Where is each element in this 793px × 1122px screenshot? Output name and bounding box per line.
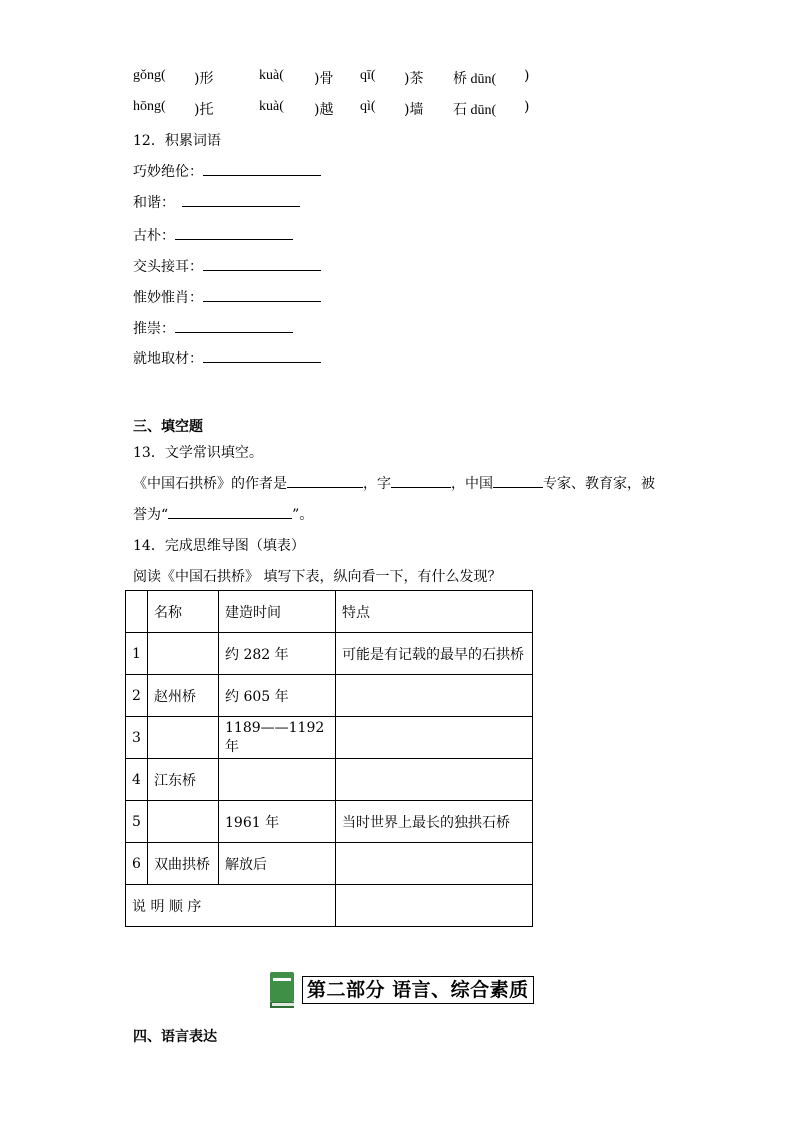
pinyin-cell: ) [524, 99, 530, 115]
q13-text: ，字 [363, 476, 391, 492]
answer-blank[interactable] [168, 504, 292, 519]
table-row [126, 885, 533, 927]
table-cell[interactable] [336, 717, 533, 759]
answer-blank[interactable] [203, 287, 321, 302]
vocab-label: 惟妙惟肖： [133, 290, 203, 306]
table-header-cell: 建造时间 [219, 591, 336, 633]
answer-blank[interactable] [493, 473, 543, 488]
table-cell[interactable] [336, 759, 533, 801]
vocab-item [133, 318, 293, 338]
pinyin-cell: kuà( [259, 68, 284, 83]
q13-text: 誉为“ [133, 507, 169, 523]
q13-text: 专家、教育家，被 [543, 476, 655, 492]
table-cell: 1 [126, 633, 148, 675]
vocab-item [133, 287, 321, 307]
answer-blank[interactable] [175, 225, 293, 240]
answer-blank[interactable] [287, 473, 363, 488]
table-cell[interactable] [148, 801, 219, 843]
pinyin-cell: )茶 [404, 71, 424, 87]
answer-blank[interactable] [203, 256, 321, 271]
table-cell: 1189——1192 年 [219, 717, 336, 759]
table-header-cell: 特点 [336, 591, 533, 633]
table-header-cell [126, 591, 148, 633]
pinyin-cell: )骨 [314, 71, 334, 87]
vocab-item [133, 192, 300, 212]
table-cell[interactable] [219, 759, 336, 801]
section-title: 四、语言表达 [133, 1029, 217, 1045]
q13-text: 《中国石拱桥》的作者是 [133, 476, 287, 492]
vocab-label: 推崇： [133, 321, 175, 337]
pinyin-cell: )托 [194, 102, 214, 118]
answer-blank[interactable] [175, 318, 293, 333]
table-cell[interactable] [148, 633, 219, 675]
q14-title: 14．完成思维导图（填表） [133, 538, 305, 554]
table-row [126, 675, 533, 717]
vocab-label: 古朴： [133, 228, 175, 244]
table-cell: 4 [126, 759, 148, 801]
book-icon [268, 972, 296, 1008]
q13-text: ”。 [292, 507, 314, 523]
part-two-banner [268, 972, 534, 1008]
vocab-label: 交头接耳： [133, 259, 203, 275]
table-cell: 约 605 年 [219, 675, 336, 717]
table-cell: 2 [126, 675, 148, 717]
vocab-item [133, 348, 321, 368]
pinyin-cell: qì( [360, 99, 376, 114]
vocab-label: 和谐： [133, 195, 175, 211]
vocab-label: 巧妙绝伦： [133, 164, 203, 180]
table-row [126, 717, 533, 759]
table-row [126, 843, 533, 885]
bridge-table [125, 590, 533, 927]
answer-blank[interactable] [391, 473, 451, 488]
answer-blank[interactable] [203, 348, 321, 363]
q13-text: ，中国 [451, 476, 493, 492]
table-cell[interactable] [148, 717, 219, 759]
answer-blank[interactable] [203, 161, 321, 176]
pinyin-cell: 桥 dūn( [453, 72, 497, 87]
table-cell: 5 [126, 801, 148, 843]
table-cell: 1961 年 [219, 801, 336, 843]
table-row [126, 759, 533, 801]
pinyin-cell: gǒng( [133, 68, 166, 83]
table-cell[interactable] [336, 843, 533, 885]
table-cell[interactable] [336, 885, 533, 927]
table-row [126, 801, 533, 843]
table-cell-sequence-label: 说 明 顺 序 [126, 885, 336, 927]
pinyin-cell: hōng( [133, 99, 166, 114]
table-cell: 双曲拱桥 [148, 843, 219, 885]
table-cell: 解放后 [219, 843, 336, 885]
q13-title: 13．文学常识填空。 [133, 445, 263, 461]
table-row [126, 633, 533, 675]
table-cell: 赵州桥 [148, 675, 219, 717]
table-cell: 6 [126, 843, 148, 885]
q13-line-1 [133, 473, 655, 493]
pinyin-cell: 石 dūn( [453, 103, 497, 118]
pinyin-cell: )形 [194, 71, 214, 87]
vocab-item [133, 225, 293, 245]
pinyin-cell: )墙 [404, 102, 424, 118]
pinyin-cell: )越 [314, 102, 334, 118]
banner-title: 第二部分 语言、综合素质 [302, 976, 534, 1004]
q13-line-2 [133, 504, 313, 524]
vocab-item [133, 256, 321, 276]
table-cell: 约 282 年 [219, 633, 336, 675]
pinyin-cell: ) [524, 68, 530, 84]
vocab-label: 就地取材： [133, 351, 203, 367]
vocab-item [133, 161, 321, 181]
table-header-row [126, 591, 533, 633]
table-cell: 当时世界上最长的独拱石桥 [336, 801, 533, 843]
table-cell: 3 [126, 717, 148, 759]
section-title: 三、填空题 [133, 419, 203, 435]
answer-blank[interactable] [182, 192, 300, 207]
pinyin-cell: qī( [360, 68, 376, 83]
table-cell: 江东桥 [148, 759, 219, 801]
table-header-cell: 名称 [148, 591, 219, 633]
table-cell: 可能是有记载的最早的石拱桥 [336, 633, 533, 675]
pinyin-cell: kuà( [259, 99, 284, 114]
q12-title: 12．积累词语 [133, 133, 221, 149]
table-cell[interactable] [336, 675, 533, 717]
q14-instruction: 阅读《中国石拱桥》 填写下表，纵向看一下，有什么发现？ [133, 569, 502, 585]
